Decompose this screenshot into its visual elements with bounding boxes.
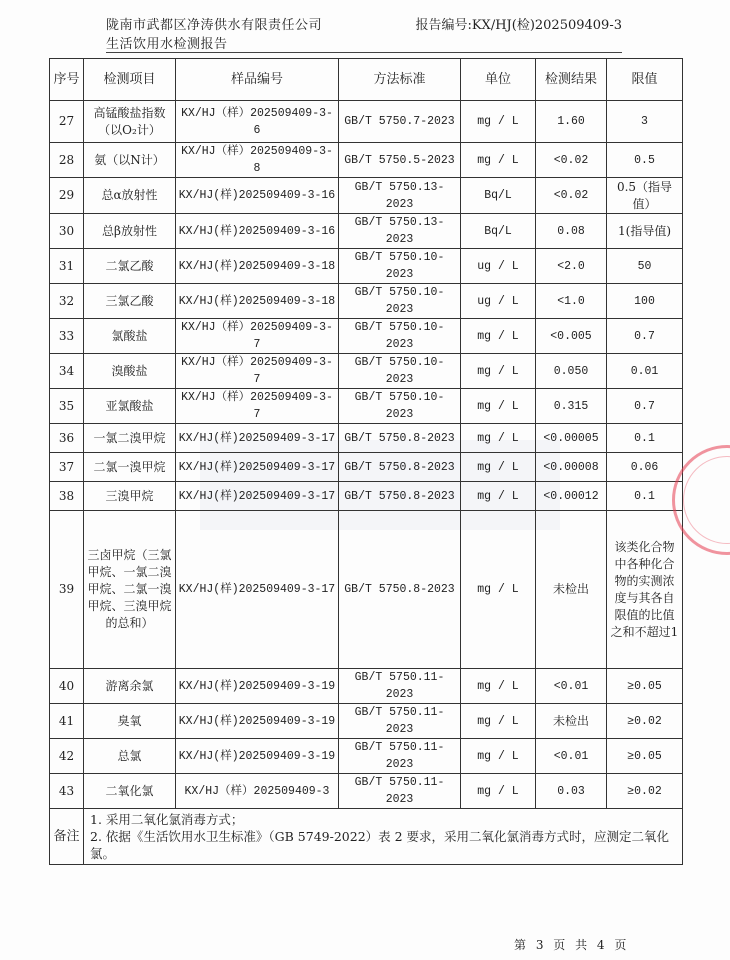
test-result: <0.01 (536, 669, 607, 704)
test-item: 游离余氯 (84, 669, 176, 704)
sample-id: KX/HJ(样)202509409-3-18 (176, 249, 339, 284)
report-title: 生活饮用水检测报告 (106, 37, 228, 52)
table-row (50, 178, 683, 214)
test-item: 一氯二溴甲烷 (84, 424, 176, 453)
method-standard: GB/T 5750.8-2023 (339, 424, 461, 453)
test-result: <2.0 (536, 249, 607, 284)
col-header-limit: 限值 (607, 59, 683, 101)
table-row (50, 101, 683, 143)
sample-id: KX/HJ(样)202509409-3-17 (176, 511, 339, 669)
test-item: 二氧化氯 (84, 774, 176, 809)
sample-id: KX/HJ(样)202509409-3-16 (176, 178, 339, 214)
limit-value: ≥0.02 (607, 704, 683, 739)
table-row (50, 143, 683, 178)
row-number: 27 (50, 101, 84, 143)
test-result: <0.005 (536, 319, 607, 354)
test-result: <0.00008 (536, 453, 607, 482)
unit: mg / L (461, 424, 536, 453)
method-standard: GB/T 5750.8-2023 (339, 511, 461, 669)
test-item: 总α放射性 (84, 178, 176, 214)
test-result: <0.00012 (536, 482, 607, 511)
test-item: 高锰酸盐指数（以O₂计） (84, 101, 176, 143)
method-standard: GB/T 5750.11-2023 (339, 704, 461, 739)
col-header-sample: 样品编号 (176, 59, 339, 101)
method-standard: GB/T 5750.8-2023 (339, 482, 461, 511)
method-standard: GB/T 5750.10-2023 (339, 249, 461, 284)
unit: mg / L (461, 101, 536, 143)
row-number: 36 (50, 424, 84, 453)
table-row (50, 482, 683, 511)
sample-id: KX/HJ(样)202509409-3-19 (176, 704, 339, 739)
limit-value: 0.7 (607, 319, 683, 354)
sample-id: KX/HJ(样)202509409-3-18 (176, 284, 339, 319)
method-standard: GB/T 5750.13-2023 (339, 178, 461, 214)
unit: mg / L (461, 704, 536, 739)
limit-value: 0.5 (607, 143, 683, 178)
limit-value: ≥0.05 (607, 739, 683, 774)
row-number: 30 (50, 214, 84, 249)
unit: mg / L (461, 319, 536, 354)
row-number: 42 (50, 739, 84, 774)
unit: mg / L (461, 774, 536, 809)
test-item: 总β放射性 (84, 214, 176, 249)
method-standard: GB/T 5750.11-2023 (339, 739, 461, 774)
test-item: 三氯乙酸 (84, 284, 176, 319)
col-header-no: 序号 (50, 59, 84, 101)
test-result: 未检出 (536, 511, 607, 669)
test-item: 三溴甲烷 (84, 482, 176, 511)
col-header-method: 方法标准 (339, 59, 461, 101)
sample-id: KX/HJ（样）202509409-3 (176, 774, 339, 809)
test-item: 总氯 (84, 739, 176, 774)
test-item: 溴酸盐 (84, 354, 176, 389)
test-item: 亚氯酸盐 (84, 389, 176, 424)
sample-id: KX/HJ(样)202509409-3-16 (176, 214, 339, 249)
test-item: 臭氧 (84, 704, 176, 739)
test-item: 氨（以N计） (84, 143, 176, 178)
row-number: 39 (50, 511, 84, 669)
col-header-unit: 单位 (461, 59, 536, 101)
sample-id: KX/HJ(样)202509409-3-19 (176, 739, 339, 774)
test-result: <0.01 (536, 739, 607, 774)
limit-value: 1(指导值) (607, 214, 683, 249)
row-number: 31 (50, 249, 84, 284)
limit-value: ≥0.02 (607, 774, 683, 809)
sample-id: KX/HJ（样）202509409-3-7 (176, 389, 339, 424)
test-result: <1.0 (536, 284, 607, 319)
table-row (50, 704, 683, 739)
unit: mg / L (461, 354, 536, 389)
row-number: 32 (50, 284, 84, 319)
test-result: 1.60 (536, 101, 607, 143)
row-number: 41 (50, 704, 84, 739)
table-row (50, 389, 683, 424)
row-number: 33 (50, 319, 84, 354)
row-number: 38 (50, 482, 84, 511)
sample-id: KX/HJ（样）202509409-3-8 (176, 143, 339, 178)
sample-id: KX/HJ(样)202509409-3-19 (176, 669, 339, 704)
row-number: 40 (50, 669, 84, 704)
unit: Bq/L (461, 214, 536, 249)
table-row (50, 424, 683, 453)
report-number: 报告编号:KX/HJ(检)202509409-3 (415, 18, 622, 33)
remarks-row (50, 809, 683, 865)
test-result: <0.02 (536, 143, 607, 178)
method-standard: GB/T 5750.10-2023 (339, 354, 461, 389)
limit-value: 3 (607, 101, 683, 143)
test-result: 0.050 (536, 354, 607, 389)
row-number: 29 (50, 178, 84, 214)
method-standard: GB/T 5750.10-2023 (339, 284, 461, 319)
unit: mg / L (461, 143, 536, 178)
seal-inner-ring (683, 456, 730, 544)
limit-value: 50 (607, 249, 683, 284)
method-standard: GB/T 5750.7-2023 (339, 101, 461, 143)
page-number: 第 3 页 共 4 页 (514, 938, 630, 952)
table-header-row (50, 59, 683, 101)
row-number: 28 (50, 143, 84, 178)
results-table (49, 58, 683, 865)
unit: mg / L (461, 482, 536, 511)
test-item: 二氯一溴甲烷 (84, 453, 176, 482)
table-row (50, 354, 683, 389)
method-standard: GB/T 5750.10-2023 (339, 319, 461, 354)
table-row (50, 214, 683, 249)
report-header (106, 14, 622, 53)
method-standard: GB/T 5750.10-2023 (339, 389, 461, 424)
test-result: 未检出 (536, 704, 607, 739)
remark-line-1: 1. 采用二氧化氯消毒方式； (90, 812, 244, 827)
unit: ug / L (461, 284, 536, 319)
limit-value: ≥0.05 (607, 669, 683, 704)
unit: mg / L (461, 453, 536, 482)
limit-value: 0.1 (607, 482, 683, 511)
remark-line-2: 2. 依据《生活饮用水卫生标准》（GB 5749-2022）表 2 要求，采用二氧化氯消毒方式时，应测定二氧化氯。 (90, 829, 670, 861)
row-number: 37 (50, 453, 84, 482)
row-number: 43 (50, 774, 84, 809)
col-header-result: 检测结果 (536, 59, 607, 101)
limit-value: 0.06 (607, 453, 683, 482)
test-item: 三卤甲烷（三氯甲烷、一氯二溴甲烷、二氯一溴甲烷、三溴甲烷的总和） (84, 511, 176, 669)
unit: mg / L (461, 511, 536, 669)
unit: mg / L (461, 389, 536, 424)
remarks-body (84, 809, 683, 865)
table-row (50, 249, 683, 284)
test-result: 0.08 (536, 214, 607, 249)
table-row (50, 511, 683, 669)
test-item: 氯酸盐 (84, 319, 176, 354)
method-standard: GB/T 5750.11-2023 (339, 669, 461, 704)
sample-id: KX/HJ（样）202509409-3-7 (176, 319, 339, 354)
limit-value: 0.5（指导值） (607, 178, 683, 214)
limit-value: 100 (607, 284, 683, 319)
test-result: 0.315 (536, 389, 607, 424)
row-number: 35 (50, 389, 84, 424)
remarks-label: 备注 (50, 809, 84, 865)
sample-id: KX/HJ（样）202509409-3-6 (176, 101, 339, 143)
test-result: 0.03 (536, 774, 607, 809)
limit-value: 0.01 (607, 354, 683, 389)
sample-id: KX/HJ(样)202509409-3-17 (176, 482, 339, 511)
row-number: 34 (50, 354, 84, 389)
table-row (50, 453, 683, 482)
limit-value: 0.7 (607, 389, 683, 424)
limit-value: 该类化合物中各种化合物的实测浓度与其各自限值的比值之和不超过1 (607, 511, 683, 669)
unit: mg / L (461, 739, 536, 774)
sample-id: KX/HJ（样）202509409-3-7 (176, 354, 339, 389)
table-row (50, 284, 683, 319)
test-result: <0.02 (536, 178, 607, 214)
method-standard: GB/T 5750.5-2023 (339, 143, 461, 178)
table-row (50, 669, 683, 704)
company-name: 陇南市武都区净涛供水有限责任公司 (106, 18, 323, 33)
table-row (50, 739, 683, 774)
sample-id: KX/HJ(样)202509409-3-17 (176, 424, 339, 453)
sample-id: KX/HJ(样)202509409-3-17 (176, 453, 339, 482)
table-row (50, 319, 683, 354)
method-standard: GB/T 5750.13-2023 (339, 214, 461, 249)
col-header-item: 检测项目 (84, 59, 176, 101)
unit: Bq/L (461, 178, 536, 214)
test-result: <0.00005 (536, 424, 607, 453)
unit: mg / L (461, 669, 536, 704)
limit-value: 0.1 (607, 424, 683, 453)
test-item: 二氯乙酸 (84, 249, 176, 284)
method-standard: GB/T 5750.8-2023 (339, 453, 461, 482)
table-row (50, 774, 683, 809)
method-standard: GB/T 5750.11-2023 (339, 774, 461, 809)
unit: ug / L (461, 249, 536, 284)
